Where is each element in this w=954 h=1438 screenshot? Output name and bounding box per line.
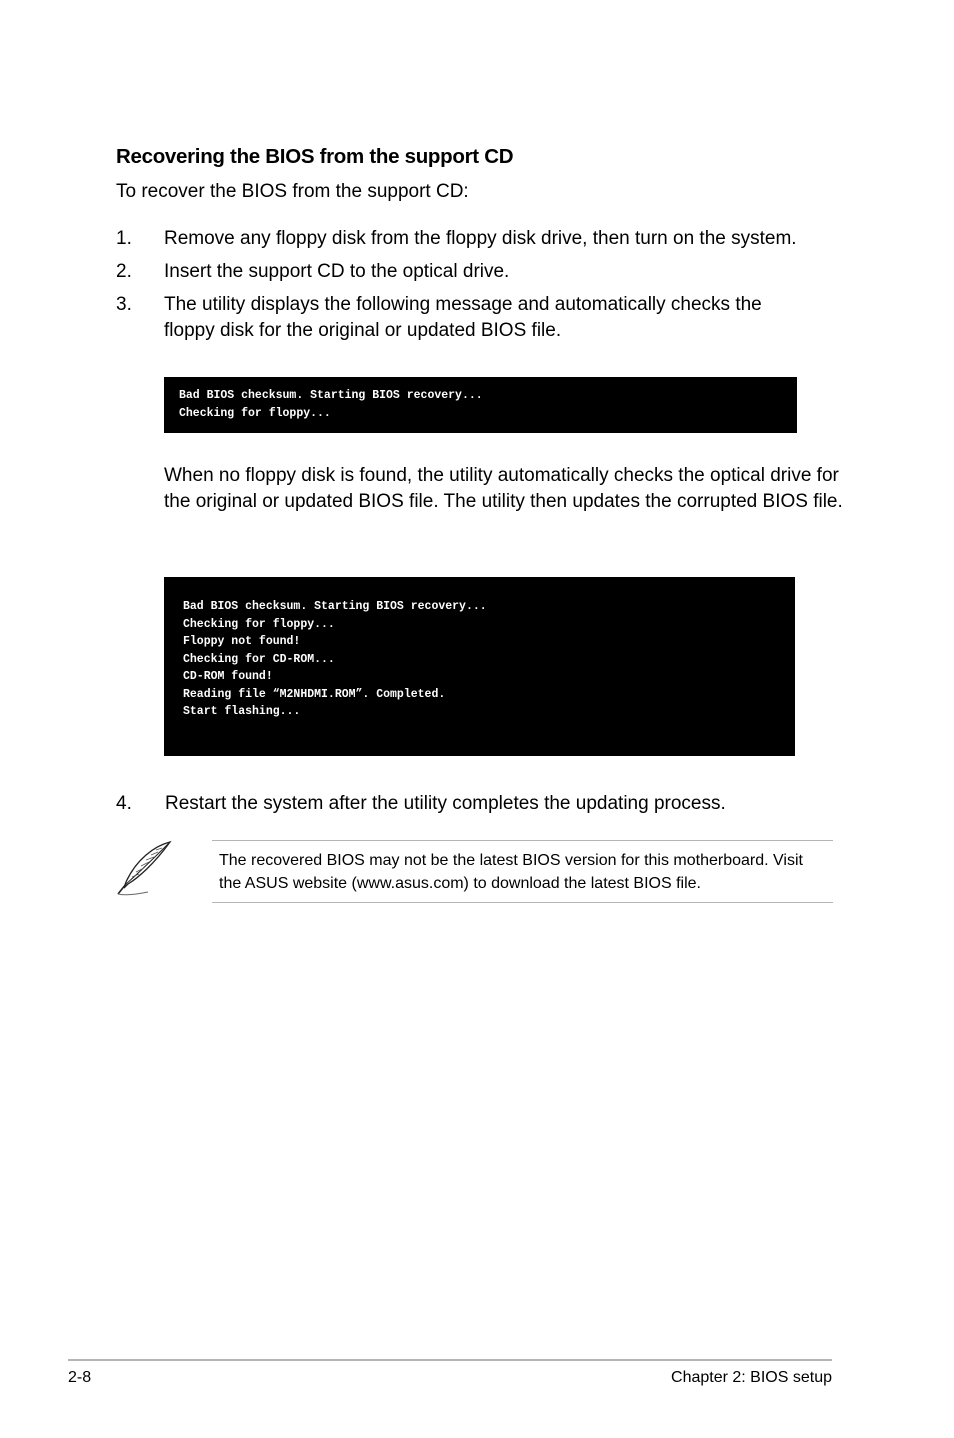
- feather-pen-icon: [114, 838, 174, 898]
- footer-page-number: 2-8: [68, 1369, 92, 1386]
- step-text: Remove any floppy disk from the floppy disk drive, then turn on the system.: [164, 228, 797, 249]
- footer-chapter-title: Chapter 2: BIOS setup: [671, 1369, 832, 1386]
- note-text: The recovered BIOS may not be the latest BIOS version for this motherboard. Visit the ASUS website (www.asus.com) to download the latest BIOS file.: [219, 852, 803, 892]
- terminal-line: Floppy not found!: [183, 635, 301, 648]
- terminal-line: Checking for CD-ROM...: [183, 652, 335, 666]
- terminal-line: CD-ROM found!: [183, 670, 273, 683]
- terminal-line: Checking for floppy...: [183, 617, 335, 631]
- terminal-line: Start flashing...: [183, 705, 301, 718]
- terminal-line: Reading file “M2NHDMI.ROM”. Completed.: [183, 687, 446, 701]
- terminal-line: Bad BIOS checksum. Starting BIOS recovery...: [183, 600, 487, 613]
- section-heading: Recovering the BIOS from the support CD: [116, 145, 514, 168]
- step-number: 3.: [116, 294, 132, 315]
- intro-text: To recover the BIOS from the support CD:: [116, 181, 469, 202]
- step-number: 2.: [116, 261, 132, 282]
- terminal-line: Bad BIOS checksum. Starting BIOS recovery...: [179, 389, 483, 402]
- footer-divider: [68, 1359, 832, 1361]
- terminal-output-floppy-check: [164, 377, 797, 433]
- note-box: [212, 840, 833, 903]
- step-number: 1.: [116, 228, 132, 249]
- no-floppy-paragraph: When no floppy disk is found, the utility automatically checks the optical drive for the original or updated BIOS file. The utility then updates the corrupted BIOS file.: [164, 465, 843, 512]
- step-number: 4.: [116, 793, 132, 814]
- step-text: Insert the support CD to the optical drive.: [164, 261, 510, 282]
- terminal-line: Checking for floppy...: [179, 406, 331, 420]
- step-text: Restart the system after the utility completes the updating process.: [165, 793, 726, 814]
- terminal-output-cd-recovery: [164, 577, 795, 756]
- step-text: The utility displays the following message and automatically checks the floppy disk for the original or updated BIOS file.: [164, 294, 762, 341]
